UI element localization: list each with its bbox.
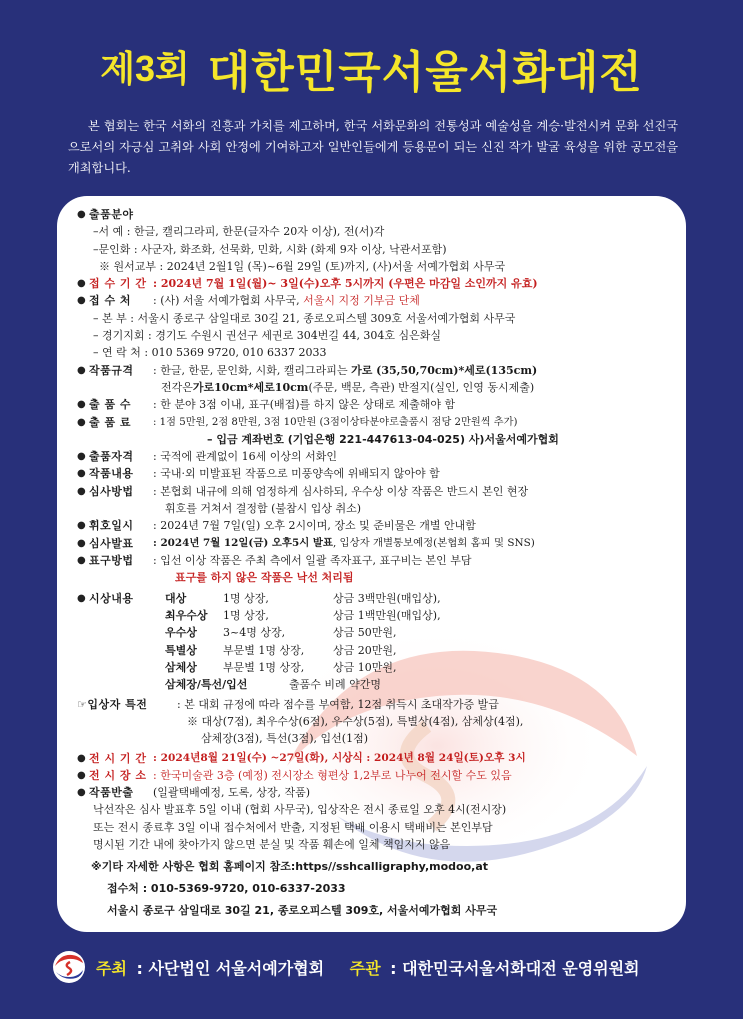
award-row bbox=[77, 624, 677, 641]
spec-l2b: 가로10cm*세로10cm bbox=[192, 380, 309, 394]
count-value: : 한 분야 3점 이내, 표구(배접)를 하지 않은 상태로 제출해야 함 bbox=[153, 398, 456, 412]
title-main: 대한민국서울서화대전 bbox=[207, 47, 643, 98]
benefit-line: 삼체장(3점), 특선(3점), 입선(1점) bbox=[201, 732, 368, 746]
award-row bbox=[77, 590, 677, 607]
place-line: – 연 락 처 : 010 5369 9720, 010 6337 2033 bbox=[93, 346, 327, 360]
title-prefix: 제3회 bbox=[100, 48, 190, 89]
award-prize: 상금 10만원, bbox=[333, 661, 397, 675]
frame-value: : 입선 이상 작품은 주최 측에서 일괄 족자표구, 표구비는 본인 부담 bbox=[153, 553, 472, 567]
place-value: : (사) 서울 서예가협회 사무국, bbox=[153, 294, 300, 308]
return-line: 또는 전시 종료후 3일 이내 접수처에서 반출, 지정된 택배 이용시 택배비는 본인부담 bbox=[93, 820, 493, 834]
venue-head: 전 시 장 소 bbox=[89, 768, 147, 782]
bullet-icon: ● bbox=[77, 769, 86, 781]
announce-head: 심사발표 bbox=[89, 536, 134, 550]
homepage-note: ※기타 자세한 사항은 협회 홈페이지 참조:https//sshcalligraphy,modoo,at bbox=[91, 860, 489, 873]
bullet-icon: ● bbox=[77, 537, 86, 549]
bullet-icon: ● bbox=[77, 209, 86, 220]
period-head: 접 수 기 간 bbox=[89, 277, 147, 291]
bullet-icon: ● bbox=[77, 752, 86, 764]
host-value: : 사단법인 서울서예가협회 bbox=[130, 959, 325, 978]
footer-text bbox=[96, 956, 644, 979]
fee-account: – 입금 계좌번호 (기업은행 221-447613-04-025) 사)서울서예가협회 bbox=[207, 432, 559, 446]
benefit-line: ※ 대상(7점), 최우수상(6점), 우수상(5점), 특별상(4점), 삼체상(4점), bbox=[187, 714, 524, 728]
bullet-icon: ● bbox=[77, 295, 86, 307]
award-row bbox=[77, 676, 677, 693]
place-head: 접 수 처 bbox=[89, 294, 132, 308]
org-value: : 대한민국서울서화대전 운영위원회 bbox=[384, 959, 640, 978]
award-name: 삼체장/특선/입선 bbox=[165, 678, 248, 692]
host-label: 주최 bbox=[96, 959, 127, 978]
bullet-icon: ● bbox=[77, 554, 86, 566]
count-head: 출 품 수 bbox=[89, 398, 132, 412]
awards-list bbox=[77, 590, 677, 694]
return-line: 명시된 기간 내에 찾아가지 않으면 분실 및 작품 훼손에 일체 책임지지 않음 bbox=[93, 837, 451, 851]
method-line: 휘호를 거쳐서 결정함 (불참시 입상 취소) bbox=[165, 502, 362, 516]
frame-warning: 표구를 하지 않은 작품은 낙선 처리됨 bbox=[175, 571, 354, 585]
award-name: 최우수상 bbox=[165, 609, 208, 623]
contact-phone: 접수처 : 010-5369-9720, 010-6337-2033 bbox=[107, 882, 346, 895]
award-count: 부문별 1명 상장, bbox=[223, 643, 305, 657]
contact-address: 서울시 종로구 삼일대로 30길 21, 종로오피스텔 309호, 서울서예가협회 사무국 bbox=[107, 904, 498, 917]
details-panel bbox=[57, 196, 686, 932]
bullet-icon: ● bbox=[77, 485, 86, 497]
return-value: (일괄택배예정, 도록, 상장, 작품) bbox=[153, 786, 311, 800]
award-name: 대상 bbox=[165, 591, 187, 605]
bullet-icon: ● bbox=[77, 416, 86, 428]
method-head: 심사방법 bbox=[89, 484, 134, 498]
content-head: 작품내용 bbox=[89, 467, 134, 481]
award-row bbox=[77, 607, 677, 624]
frame-head: 표구방법 bbox=[89, 553, 134, 567]
spec-head: 작품규격 bbox=[89, 363, 134, 377]
awards-head: 시상내용 bbox=[89, 591, 134, 605]
award-prize: 상금 3백만원(매입상), bbox=[333, 591, 441, 605]
method-value: : 본협회 내규에 의해 엄정하게 심사하되, 우수상 이상 작품은 반드시 본인 현장 bbox=[153, 484, 529, 498]
bullet-icon: ● bbox=[77, 278, 86, 290]
association-logo-icon bbox=[52, 950, 86, 984]
award-prize: 출품수 비례 약간명 bbox=[289, 678, 382, 692]
intro-paragraph bbox=[68, 116, 678, 179]
venue-value: : 한국미술관 3층 (예정) 전시장소 형편상 1,2부로 나누어 전시할 수도 있음 bbox=[153, 768, 512, 782]
bullet-icon: ● bbox=[77, 592, 86, 604]
fee-head: 출 품 료 bbox=[89, 415, 132, 429]
contact-block bbox=[91, 856, 671, 922]
category-line: –서 예 : 한글, 캘리그라피, 한문(글자수 20자 이상), 전(서)각 bbox=[93, 225, 385, 239]
category-line: –문인화 : 사군자, 화조화, 선묵화, 민화, 시화 (화제 9자 이상, 낙관서포함) bbox=[93, 242, 447, 256]
live-value: : 2024년 7월 7일(일) 오후 2시이며, 장소 및 준비물은 개별 안내함 bbox=[153, 519, 476, 533]
award-count: 부문별 1명 상장, bbox=[223, 661, 305, 675]
place-line: – 경기지회 : 경기도 수원시 권선구 세권로 304번길 44, 304호 심은화실 bbox=[93, 329, 442, 343]
announce-value-bold: : 2024년 7월 12일(금) 오후5시 발표 bbox=[153, 536, 333, 549]
announce-value: , 입상자 개별통보예정(본협회 홈피 및 SNS) bbox=[332, 536, 535, 549]
place-value-red: 서울시 지정 기부금 단체 bbox=[303, 294, 420, 308]
fee-value: : 1점 5만원, 2점 8만원, 3점 10만원 (3점이상타분야로출품시 점당 2만원씩 추가) bbox=[153, 416, 518, 428]
spec-l2a: 전각은 bbox=[161, 380, 193, 394]
award-count: 3~4명 상장, bbox=[223, 626, 286, 640]
bullet-icon: ● bbox=[77, 364, 86, 376]
exhibit-head: 전 시 기 간 bbox=[89, 751, 147, 765]
bullet-icon: ● bbox=[77, 787, 86, 799]
benefit-value: : 본 대회 규정에 따라 점수를 부여함, 12점 취득시 초대작가증 발급 bbox=[177, 697, 499, 711]
exhibit-value: : 2024년8월 21일(수) ~27일(화), 시상식 : 2024년 8월 24일(토)오후 3시 bbox=[153, 751, 526, 764]
spec-l2c: (주문, 백문, 측관) 반절지(실인, 인영 동시제출) bbox=[308, 380, 535, 394]
award-name: 특별상 bbox=[165, 643, 197, 657]
bullet-icon: ● bbox=[77, 520, 86, 532]
award-count: 1명 상장, bbox=[223, 591, 269, 605]
award-prize: 상금 1백만원(매입상), bbox=[333, 609, 441, 623]
page-title bbox=[0, 36, 743, 100]
spec-l1a: : 한글, 한문, 문인화, 시화, 캘리그라피는 bbox=[153, 363, 352, 377]
spec-l1b: 가로 (35,50,70cm)*세로(135cm) bbox=[351, 363, 538, 377]
period-value: : 2024년 7월 1일(월)~ 3일(수)오후 5시까지 (우편은 마감일 소인까지 유효) bbox=[153, 277, 538, 291]
content-value: : 국내·외 미발표된 작품으로 미풍양속에 위배되지 않아야 함 bbox=[153, 467, 440, 481]
bullet-icon: ● bbox=[77, 399, 86, 411]
category-head: 출품분야 bbox=[89, 208, 134, 221]
bullet-icon: ● bbox=[77, 451, 86, 463]
live-head: 휘호일시 bbox=[89, 519, 134, 533]
benefit-head: ☞입상자 특전 bbox=[77, 697, 148, 711]
category-note: ※ 원서교부 : 2024년 2월1일 (목)~6월 29일 (토)까지, (사)서울 서예가협회 사무국 bbox=[99, 259, 506, 273]
qual-head: 출품자격 bbox=[89, 450, 134, 464]
details-list bbox=[77, 206, 677, 853]
award-name: 우수상 bbox=[165, 626, 197, 640]
bullet-icon: ● bbox=[77, 468, 86, 480]
award-prize: 상금 50만원, bbox=[333, 626, 397, 640]
award-name: 삼체상 bbox=[165, 661, 197, 675]
award-row bbox=[77, 659, 677, 676]
award-row bbox=[77, 642, 677, 659]
org-label: 주관 bbox=[349, 959, 381, 978]
qual-value: : 국적에 관계없이 16세 이상의 서화인 bbox=[153, 450, 337, 464]
intro-text: 본 협회는 한국 서화의 진흥과 가치를 제고하며, 한국 서화문화의 전통성과 예술성을 계승·발전시켜 문화 선진국으로서의 자긍심 고취와 사회 안정에 기여하고자 일반인들에게 등용문이 되는 신진 작가 발굴 육성을 위한 공모전을 개최합니다. bbox=[68, 119, 678, 175]
award-prize: 상금 20만원, bbox=[333, 643, 397, 657]
return-head: 작품반출 bbox=[89, 786, 134, 800]
return-line: 낙선작은 심사 발표후 5일 이내 (협회 사무국), 입상작은 전시 종료일 오후 4시(전시장) bbox=[93, 803, 507, 817]
place-line: – 본 부 : 서울시 종로구 삼일대로 30길 21, 종로오피스텔 309호 서울서예가협회 사무국 bbox=[93, 311, 516, 325]
footer bbox=[0, 946, 743, 990]
award-count: 1명 상장, bbox=[223, 609, 269, 623]
